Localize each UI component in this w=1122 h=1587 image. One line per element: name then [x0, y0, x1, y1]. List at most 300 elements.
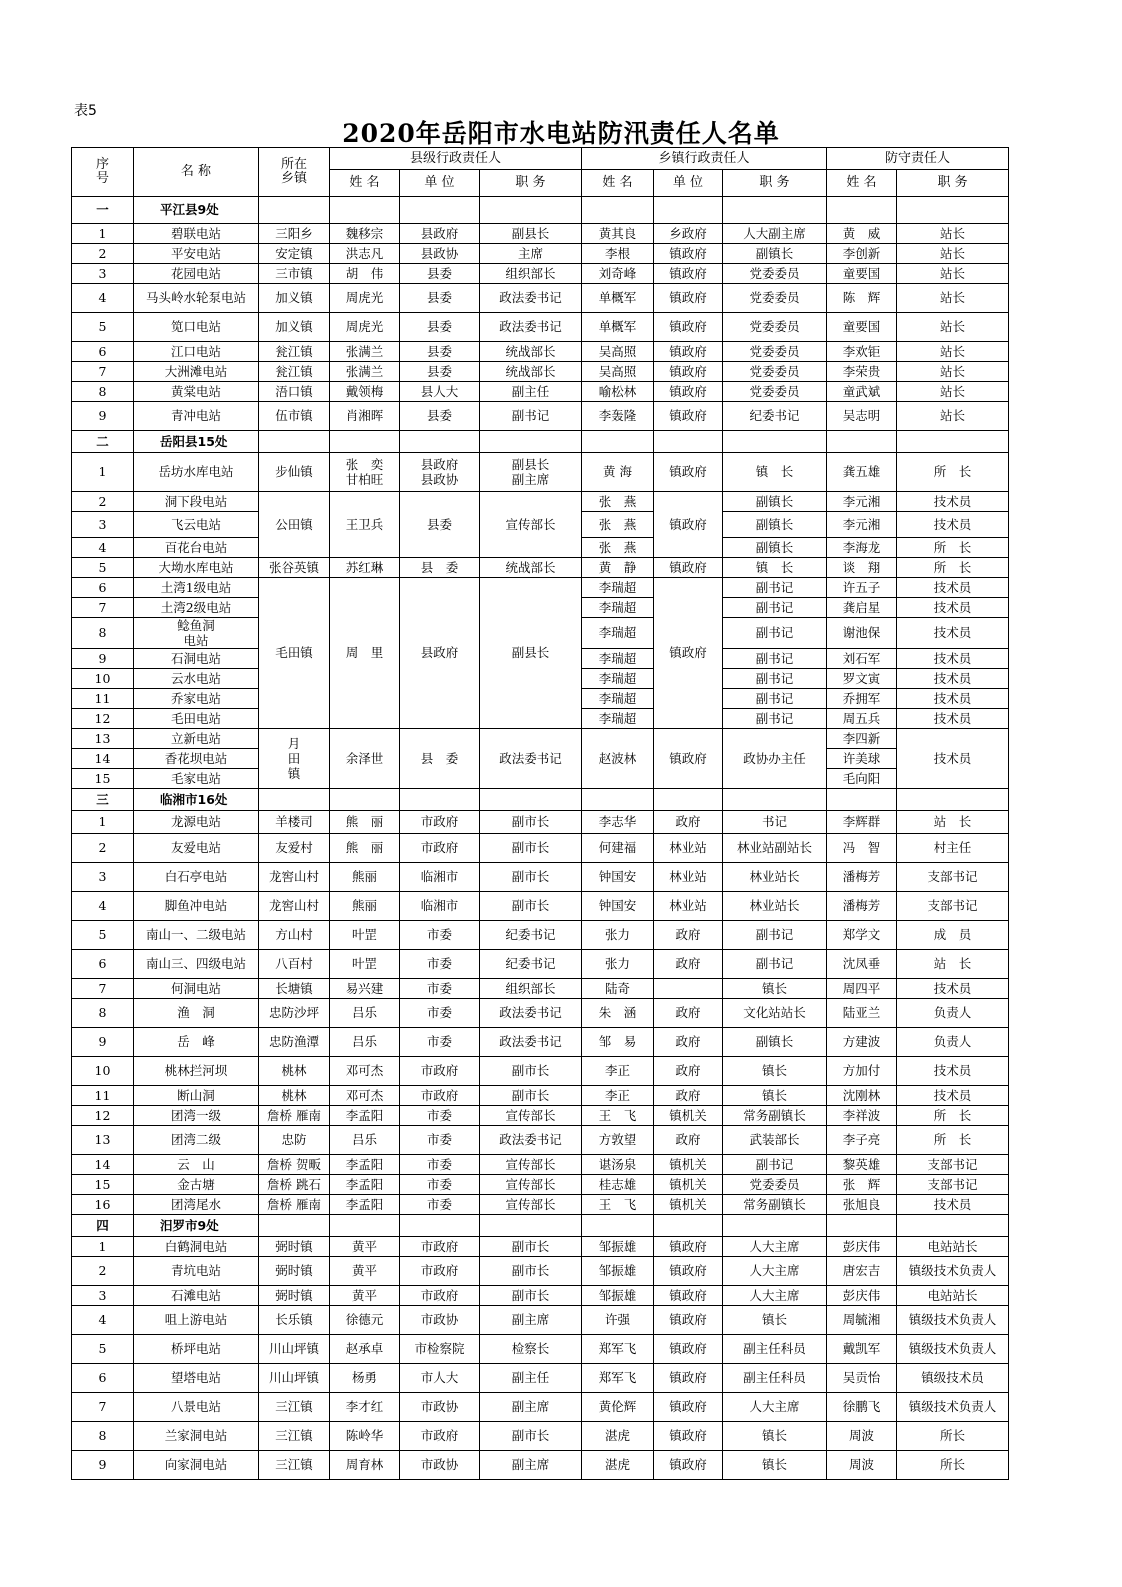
cell-defense-person: 吴志明 — [827, 402, 897, 431]
cell-county-unit: 市委 — [400, 999, 480, 1028]
header-seq-text: 序 号 — [95, 157, 109, 186]
cell-township-duty: 纪委书记 — [723, 402, 827, 431]
cell-defense-duty: 站 长 — [897, 950, 1009, 979]
cell-defense-duty: 村主任 — [897, 834, 1009, 863]
cell-name: 土湾2级电站 — [134, 598, 259, 618]
cell-county-duty: 副县长 副主席 — [480, 453, 582, 492]
cell-town: 长塘镇 — [259, 979, 330, 999]
section-empty-cell — [897, 1215, 1009, 1237]
cell-name: 笕口电站 — [134, 313, 259, 342]
section-empty-cell — [259, 1215, 330, 1237]
cell-township-unit: 镇机关 — [654, 1155, 723, 1175]
cell-town: 张谷英镇 — [259, 558, 330, 578]
cell-county-duty: 副主席 — [480, 1451, 582, 1480]
cell-township-duty: 人大主席 — [723, 1393, 827, 1422]
cell-county-duty: 副市长 — [480, 1257, 582, 1286]
cell-town: 步仙镇 — [259, 453, 330, 492]
cell-name: 南山三、四级电站 — [134, 950, 259, 979]
cell-defense-person: 唐宏吉 — [827, 1257, 897, 1286]
cell-defense-person: 方建波 — [827, 1028, 897, 1057]
cell-seq: 12 — [72, 1106, 134, 1126]
cell-town: 公田镇 — [259, 492, 330, 558]
cell-name: 友爱电站 — [134, 834, 259, 863]
section-empty-cell — [259, 431, 330, 453]
table-row — [72, 921, 1009, 950]
cell-defense-person: 周波 — [827, 1451, 897, 1480]
cell-name: 毛田电站 — [134, 709, 259, 729]
cell-defense-person: 李祥波 — [827, 1106, 897, 1126]
section-empty-cell — [480, 197, 582, 224]
cell-county-person: 黄平 — [330, 1286, 400, 1306]
cell-township-person: 李瑞超 — [582, 689, 654, 709]
cell-county-duty: 副主席 — [480, 1306, 582, 1335]
cell-seq: 6 — [72, 342, 134, 362]
cell-county-unit: 市政协 — [400, 1393, 480, 1422]
cell-county-person: 张满兰 — [330, 362, 400, 382]
cell-defense-duty: 技术员 — [897, 979, 1009, 999]
cell-county-duty: 政法委书记 — [480, 313, 582, 342]
cell-defense-person: 许美球 — [827, 749, 897, 769]
cell-township-duty: 林业站长 — [723, 892, 827, 921]
cell-county-unit: 县人大 — [400, 382, 480, 402]
cell-county-person: 吕乐 — [330, 1126, 400, 1155]
cell-defense-duty: 镇级技术负责人 — [897, 1393, 1009, 1422]
cell-county-person: 熊丽 — [330, 863, 400, 892]
cell-seq: 3 — [72, 863, 134, 892]
section-empty-cell — [480, 789, 582, 811]
cell-township-unit: 林业站 — [654, 892, 723, 921]
table-row — [72, 729, 1009, 749]
cell-county-person: 肖湘晖 — [330, 402, 400, 431]
cell-county-person: 李孟阳 — [330, 1106, 400, 1126]
cell-defense-duty: 技术员 — [897, 709, 1009, 729]
cell-county-duty: 统战部长 — [480, 362, 582, 382]
cell-county-duty: 宣传部长 — [480, 1175, 582, 1195]
cell-county-duty: 副主席 — [480, 1393, 582, 1422]
cell-county-duty: 副市长 — [480, 892, 582, 921]
table-row — [72, 1335, 1009, 1364]
table-row — [72, 1057, 1009, 1086]
header-township-duty: 职 务 — [723, 170, 827, 197]
section-empty-cell — [723, 197, 827, 224]
cell-township-duty: 副书记 — [723, 950, 827, 979]
cell-defense-duty: 站长 — [897, 313, 1009, 342]
cell-township-duty: 镇长 — [723, 1451, 827, 1480]
cell-county-person: 吕乐 — [330, 999, 400, 1028]
cell-county-person: 黄平 — [330, 1237, 400, 1257]
cell-seq: 5 — [72, 558, 134, 578]
table-row — [72, 402, 1009, 431]
cell-county-unit: 市委 — [400, 921, 480, 950]
table-row — [72, 1306, 1009, 1335]
cell-name: 团湾尾水 — [134, 1195, 259, 1215]
cell-county-duty: 副市长 — [480, 811, 582, 834]
cell-defense-person: 徐鹏飞 — [827, 1393, 897, 1422]
cell-town: 加义镇 — [259, 284, 330, 313]
cell-seq: 15 — [72, 769, 134, 789]
section-empty-cell — [259, 789, 330, 811]
cell-county-duty: 政法委书记 — [480, 999, 582, 1028]
section-empty-cell — [400, 431, 480, 453]
cell-defense-person: 李荣贵 — [827, 362, 897, 382]
cell-county-unit: 县 委 — [400, 729, 480, 789]
cell-name: 百花台电站 — [134, 538, 259, 558]
cell-county-unit: 市政府 — [400, 834, 480, 863]
cell-defense-duty: 技术员 — [897, 689, 1009, 709]
section-empty-cell — [897, 789, 1009, 811]
cell-defense-duty: 技术员 — [897, 618, 1009, 649]
table-row — [72, 1175, 1009, 1195]
cell-defense-duty: 站长 — [897, 342, 1009, 362]
cell-town: 浯口镇 — [259, 382, 330, 402]
cell-township-person: 李轰隆 — [582, 402, 654, 431]
cell-county-duty: 副市长 — [480, 1237, 582, 1257]
cell-defense-duty: 所长 — [897, 1451, 1009, 1480]
cell-county-unit: 市政府 — [400, 1422, 480, 1451]
table-row — [72, 244, 1009, 264]
cell-defense-duty: 技术员 — [897, 512, 1009, 538]
cell-defense-duty: 支部书记 — [897, 863, 1009, 892]
cell-township-person: 黄其良 — [582, 224, 654, 244]
cell-township-person: 许强 — [582, 1306, 654, 1335]
cell-town: 加义镇 — [259, 313, 330, 342]
cell-name: 桃林拦河坝 — [134, 1057, 259, 1086]
cell-town: 三阳乡 — [259, 224, 330, 244]
cell-township-duty: 党委委员 — [723, 1175, 827, 1195]
section-number: 二 — [72, 431, 134, 453]
cell-township-person: 李志华 — [582, 811, 654, 834]
cell-township-person: 邹振雄 — [582, 1286, 654, 1306]
cell-town: 弼时镇 — [259, 1237, 330, 1257]
cell-township-unit: 镇政府 — [654, 453, 723, 492]
cell-town: 弼时镇 — [259, 1286, 330, 1306]
cell-seq: 7 — [72, 979, 134, 999]
cell-county-duty: 纪委书记 — [480, 921, 582, 950]
cell-township-person: 喻松林 — [582, 382, 654, 402]
cell-township-person: 李瑞超 — [582, 669, 654, 689]
cell-township-person: 单概军 — [582, 284, 654, 313]
cell-name: 飞云电站 — [134, 512, 259, 538]
cell-township-duty: 政协办主任 — [723, 729, 827, 789]
cell-county-unit: 市政府 — [400, 1257, 480, 1286]
cell-township-person: 朱 涵 — [582, 999, 654, 1028]
cell-county-person: 陈岭华 — [330, 1422, 400, 1451]
cell-township-duty: 党委委员 — [723, 342, 827, 362]
table-row — [72, 264, 1009, 284]
table-row — [72, 1257, 1009, 1286]
cell-township-unit: 镇政府 — [654, 402, 723, 431]
cell-seq: 8 — [72, 1422, 134, 1451]
cell-defense-duty: 站长 — [897, 264, 1009, 284]
cell-town: 方山村 — [259, 921, 330, 950]
cell-township-unit: 林业站 — [654, 863, 723, 892]
cell-township-unit: 镇政府 — [654, 382, 723, 402]
cell-township-duty: 镇长 — [723, 979, 827, 999]
cell-name: 云水电站 — [134, 669, 259, 689]
cell-county-duty: 副市长 — [480, 1086, 582, 1106]
cell-defense-person: 戴凯军 — [827, 1335, 897, 1364]
cell-defense-duty: 镇级技术员 — [897, 1364, 1009, 1393]
cell-county-unit: 县政府 — [400, 578, 480, 729]
cell-county-duty: 副主任 — [480, 382, 582, 402]
cell-township-person: 方敦望 — [582, 1126, 654, 1155]
cell-name: 渔 洞 — [134, 999, 259, 1028]
cell-township-duty: 副主任科员 — [723, 1364, 827, 1393]
cell-township-person: 张 燕 — [582, 492, 654, 512]
table-row — [72, 1126, 1009, 1155]
cell-county-person: 胡 伟 — [330, 264, 400, 284]
cell-county-unit: 市委 — [400, 1155, 480, 1175]
cell-defense-person: 陈 辉 — [827, 284, 897, 313]
cell-seq: 9 — [72, 1451, 134, 1480]
cell-defense-duty: 所 长 — [897, 538, 1009, 558]
cell-township-person: 李瑞超 — [582, 598, 654, 618]
section-empty-cell — [723, 1215, 827, 1237]
cell-defense-person: 周毓湘 — [827, 1306, 897, 1335]
table-row — [72, 453, 1009, 492]
section-row — [72, 197, 1009, 224]
cell-town: 伍市镇 — [259, 402, 330, 431]
cell-seq: 12 — [72, 709, 134, 729]
cell-county-person: 杨勇 — [330, 1364, 400, 1393]
cell-township-unit — [654, 979, 723, 999]
cell-defense-duty: 支部书记 — [897, 1155, 1009, 1175]
header-seq — [72, 148, 134, 197]
cell-town: 友爱村 — [259, 834, 330, 863]
cell-county-unit: 县政府 县政协 — [400, 453, 480, 492]
section-empty-cell — [582, 789, 654, 811]
section-empty-cell — [897, 431, 1009, 453]
cell-seq: 9 — [72, 649, 134, 669]
cell-county-unit: 市委 — [400, 1126, 480, 1155]
cell-township-unit: 乡政府 — [654, 224, 723, 244]
cell-name: 桥坪电站 — [134, 1335, 259, 1364]
cell-defense-person: 李辉群 — [827, 811, 897, 834]
cell-township-unit: 镇政府 — [654, 313, 723, 342]
header-town-text: 所在 乡镇 — [280, 157, 307, 186]
cell-county-duty: 组织部长 — [480, 264, 582, 284]
section-number: 一 — [72, 197, 134, 224]
section-empty-cell — [330, 197, 400, 224]
cell-township-duty: 镇长 — [723, 1057, 827, 1086]
cell-county-person: 李孟阳 — [330, 1175, 400, 1195]
header-county-duty: 职 务 — [480, 170, 582, 197]
cell-township-unit: 镇政府 — [654, 284, 723, 313]
table-row — [72, 492, 1009, 512]
cell-defense-person: 张 辉 — [827, 1175, 897, 1195]
cell-defense-person: 龚启星 — [827, 598, 897, 618]
cell-name: 青冲电站 — [134, 402, 259, 431]
table-row — [72, 313, 1009, 342]
cell-county-person: 李才红 — [330, 1393, 400, 1422]
section-row — [72, 431, 1009, 453]
cell-name: 白石亭电站 — [134, 863, 259, 892]
cell-county-duty: 统战部长 — [480, 558, 582, 578]
cell-county-person: 魏移宗 — [330, 224, 400, 244]
cell-seq: 2 — [72, 492, 134, 512]
cell-defense-duty: 支部书记 — [897, 1175, 1009, 1195]
cell-township-unit: 镇政府 — [654, 1335, 723, 1364]
cell-township-person: 吴高照 — [582, 362, 654, 382]
cell-township-duty: 人大主席 — [723, 1286, 827, 1306]
cell-town: 三江镇 — [259, 1393, 330, 1422]
cell-defense-person: 沈凤垂 — [827, 950, 897, 979]
section-empty-cell — [480, 431, 582, 453]
cell-town: 瓮江镇 — [259, 362, 330, 382]
cell-defense-person: 刘石军 — [827, 649, 897, 669]
cell-defense-person: 罗文寅 — [827, 669, 897, 689]
cell-township-duty: 副书记 — [723, 578, 827, 598]
cell-township-unit: 镇政府 — [654, 1451, 723, 1480]
cell-seq: 8 — [72, 999, 134, 1028]
cell-county-unit: 市政府 — [400, 1237, 480, 1257]
cell-defense-person: 潘梅芳 — [827, 892, 897, 921]
cell-defense-duty: 站长 — [897, 402, 1009, 431]
cell-name: 土湾1级电站 — [134, 578, 259, 598]
cell-defense-duty: 电站站长 — [897, 1237, 1009, 1257]
cell-town: 三江镇 — [259, 1451, 330, 1480]
cell-township-unit: 政府 — [654, 1028, 723, 1057]
cell-county-duty: 检察长 — [480, 1335, 582, 1364]
cell-defense-person: 乔拥军 — [827, 689, 897, 709]
cell-township-person: 郑军飞 — [582, 1364, 654, 1393]
cell-county-duty: 组织部长 — [480, 979, 582, 999]
section-name: 平江县9处 — [134, 197, 259, 224]
cell-seq: 4 — [72, 892, 134, 921]
cell-name: 黄棠电站 — [134, 382, 259, 402]
cell-county-person: 易兴建 — [330, 979, 400, 999]
cell-township-duty: 镇 长 — [723, 558, 827, 578]
cell-county-duty: 副主任 — [480, 1364, 582, 1393]
section-empty-cell — [723, 431, 827, 453]
cell-name: 平安电站 — [134, 244, 259, 264]
cell-defense-person: 龚五雄 — [827, 453, 897, 492]
header-town — [259, 148, 330, 197]
cell-town: 忠防沙坪 — [259, 999, 330, 1028]
cell-township-unit: 政府 — [654, 1057, 723, 1086]
cell-county-person: 邓可杰 — [330, 1057, 400, 1086]
cell-defense-duty: 技术员 — [897, 649, 1009, 669]
cell-name: 望塔电站 — [134, 1364, 259, 1393]
cell-town: 川山坪镇 — [259, 1364, 330, 1393]
cell-township-person: 桂志雄 — [582, 1175, 654, 1195]
cell-township-person: 钟国安 — [582, 863, 654, 892]
table-number-label: 表5 — [74, 103, 97, 119]
cell-township-duty: 副书记 — [723, 1155, 827, 1175]
cell-town: 毛田镇 — [259, 578, 330, 729]
cell-defense-person: 李创新 — [827, 244, 897, 264]
cell-defense-duty: 负责人 — [897, 999, 1009, 1028]
header-township-person: 姓 名 — [582, 170, 654, 197]
cell-township-unit: 政府 — [654, 950, 723, 979]
cell-county-person: 叶罡 — [330, 950, 400, 979]
table-row — [72, 1028, 1009, 1057]
cell-county-duty: 副市长 — [480, 1286, 582, 1306]
cell-county-person: 熊 丽 — [330, 811, 400, 834]
cell-township-duty: 林业站长 — [723, 863, 827, 892]
cell-township-duty: 副书记 — [723, 921, 827, 950]
cell-defense-person: 童要国 — [827, 264, 897, 284]
cell-defense-duty: 电站站长 — [897, 1286, 1009, 1306]
section-empty-cell — [827, 197, 897, 224]
cell-defense-person: 童武斌 — [827, 382, 897, 402]
cell-defense-duty: 技术员 — [897, 729, 1009, 789]
cell-township-duty: 副镇长 — [723, 538, 827, 558]
cell-seq: 9 — [72, 1028, 134, 1057]
cell-township-duty: 副书记 — [723, 649, 827, 669]
cell-township-person: 王 飞 — [582, 1195, 654, 1215]
cell-defense-duty: 站长 — [897, 382, 1009, 402]
cell-township-unit: 镇机关 — [654, 1195, 723, 1215]
cell-county-person: 周 里 — [330, 578, 400, 729]
cell-defense-person: 李元湘 — [827, 512, 897, 538]
cell-county-unit: 县委 — [400, 284, 480, 313]
cell-township-unit: 镇机关 — [654, 1175, 723, 1195]
cell-township-duty: 镇长 — [723, 1086, 827, 1106]
cell-township-duty: 党委委员 — [723, 313, 827, 342]
cell-defense-duty: 技术员 — [897, 598, 1009, 618]
cell-township-person: 李瑞超 — [582, 618, 654, 649]
cell-county-duty: 副市长 — [480, 1057, 582, 1086]
cell-township-person: 王 飞 — [582, 1106, 654, 1126]
cell-seq: 1 — [72, 224, 134, 244]
cell-seq: 6 — [72, 578, 134, 598]
cell-county-unit: 市委 — [400, 1106, 480, 1126]
cell-county-unit: 县委 — [400, 342, 480, 362]
cell-seq: 10 — [72, 669, 134, 689]
cell-county-unit: 县委 — [400, 313, 480, 342]
cell-defense-person: 彭庆伟 — [827, 1237, 897, 1257]
cell-county-duty: 副市长 — [480, 834, 582, 863]
cell-township-unit: 镇政府 — [654, 244, 723, 264]
cell-seq: 6 — [72, 1364, 134, 1393]
cell-seq: 8 — [72, 382, 134, 402]
cell-name: 碧联电站 — [134, 224, 259, 244]
cell-county-person: 张 奕 甘柏旺 — [330, 453, 400, 492]
cell-seq: 1 — [72, 453, 134, 492]
table-row — [72, 1195, 1009, 1215]
cell-town: 龙窖山村 — [259, 892, 330, 921]
cell-county-duty: 宣传部长 — [480, 1155, 582, 1175]
table-row — [72, 1286, 1009, 1306]
cell-township-duty: 党委委员 — [723, 362, 827, 382]
section-empty-cell — [723, 789, 827, 811]
section-row — [72, 789, 1009, 811]
cell-township-person: 单概军 — [582, 313, 654, 342]
cell-township-unit: 政府 — [654, 999, 723, 1028]
table-row — [72, 1364, 1009, 1393]
table-row — [72, 1155, 1009, 1175]
section-empty-cell — [654, 789, 723, 811]
cell-seq: 6 — [72, 950, 134, 979]
cell-township-duty: 副书记 — [723, 669, 827, 689]
cell-township-person: 赵波林 — [582, 729, 654, 789]
cell-township-person: 郑军飞 — [582, 1335, 654, 1364]
cell-name: 大洲滩电站 — [134, 362, 259, 382]
cell-seq: 13 — [72, 729, 134, 749]
cell-county-unit: 市委 — [400, 979, 480, 999]
cell-county-person: 李孟阳 — [330, 1195, 400, 1215]
table-row — [72, 342, 1009, 362]
cell-name: 向家洞电站 — [134, 1451, 259, 1480]
table-row — [72, 950, 1009, 979]
table-row — [72, 578, 1009, 598]
section-empty-cell — [480, 1215, 582, 1237]
cell-name: 团湾一级 — [134, 1106, 259, 1126]
cell-name: 石洞电站 — [134, 649, 259, 669]
cell-county-unit: 市政府 — [400, 1286, 480, 1306]
cell-defense-person: 谢池保 — [827, 618, 897, 649]
